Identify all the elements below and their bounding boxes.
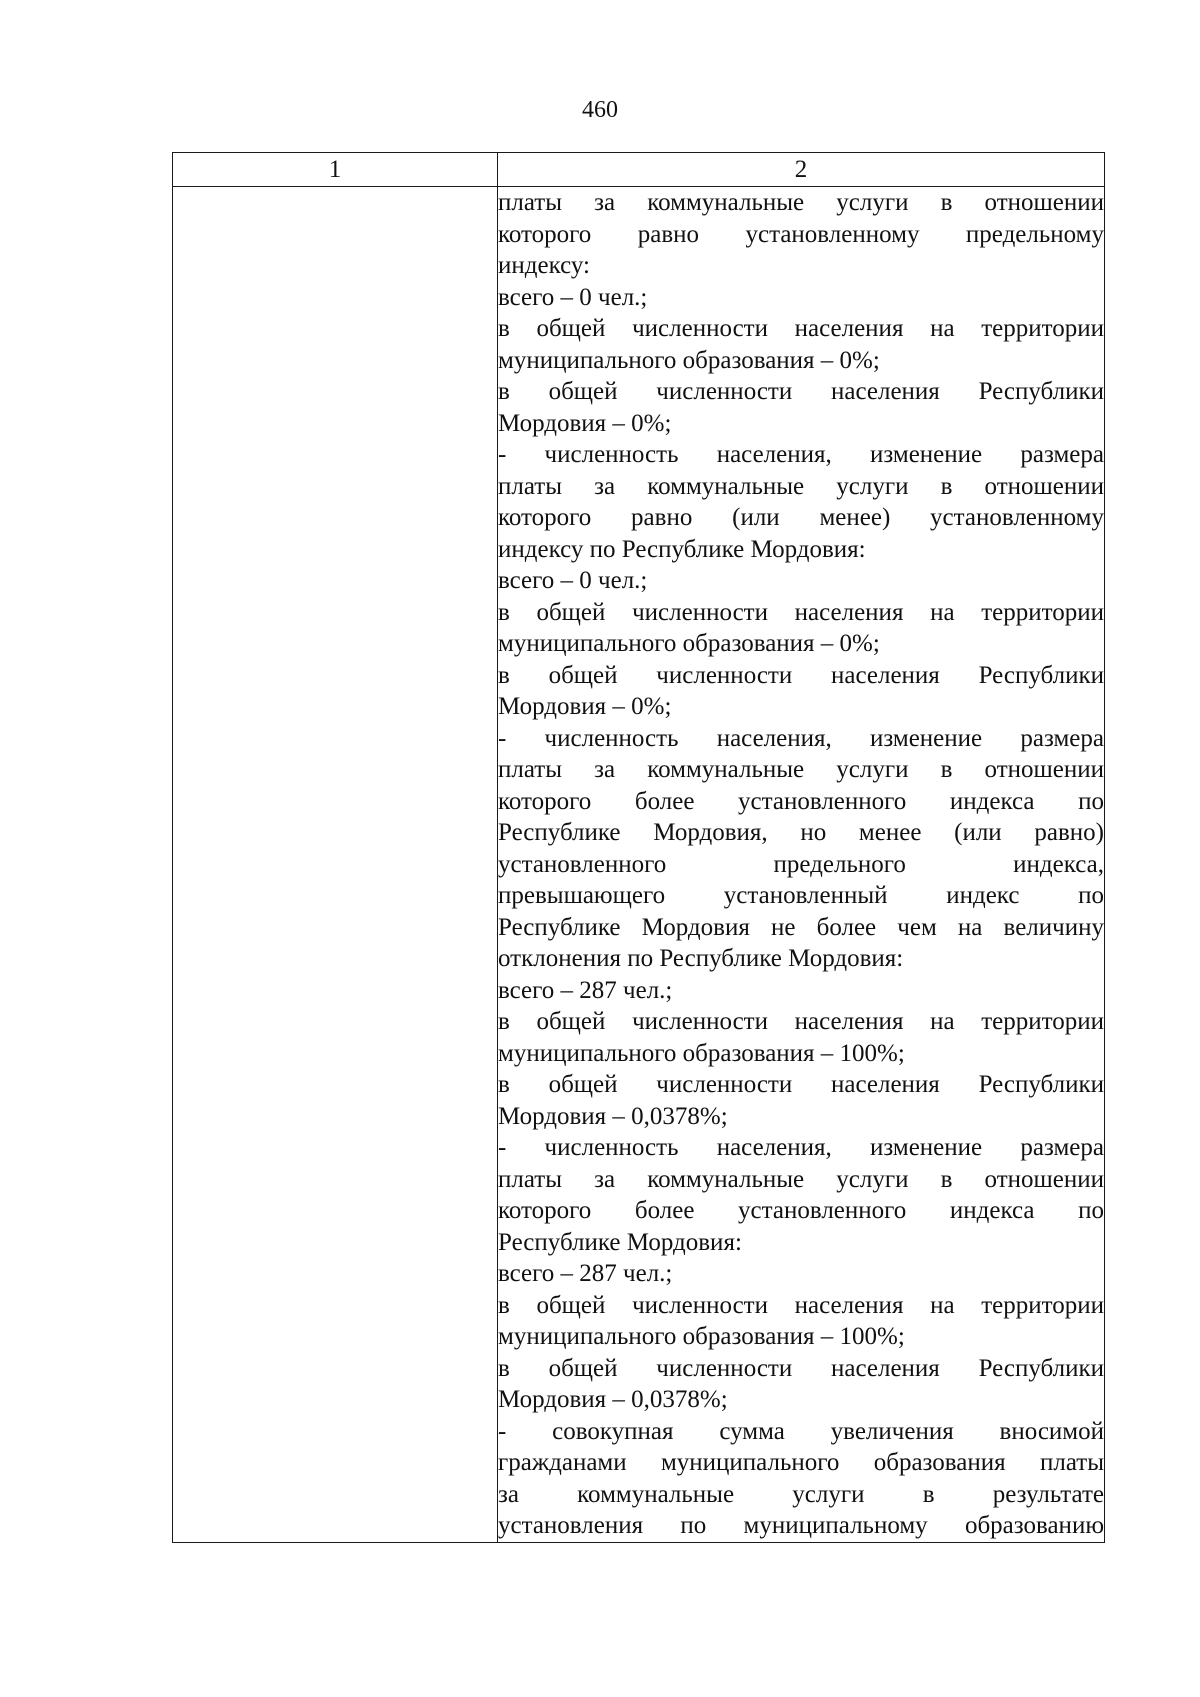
text-line: муниципального образования – 100%;	[498, 1323, 905, 1350]
text-line: Мордовия – 0%;	[498, 693, 672, 720]
text-line: индексу:	[498, 252, 590, 279]
column-2-header: 2	[498, 153, 1105, 187]
text-line: за коммунальные услуги в результате	[498, 1480, 1104, 1508]
text-line: Мордовия – 0,0378%;	[498, 1102, 728, 1130]
column-1-header: 1	[173, 153, 498, 187]
text-line: Республике Мордовия:	[498, 1228, 742, 1256]
text-line: в общей численности населения на территории	[498, 598, 1104, 626]
text-line: установления по муниципальному образованию	[498, 1512, 1104, 1539]
text-line: - численность населения, изменение размера	[498, 724, 1104, 752]
text-line: в общей численности населения Республики	[498, 1354, 1104, 1382]
table-header-row	[173, 153, 1105, 187]
text-line: муниципального образования – 0%;	[498, 346, 880, 374]
text-line: Республике Мордовия, но менее (или равно)	[498, 819, 1104, 846]
text-line: в общей численности населения на территории	[498, 1008, 1104, 1035]
text-line: Мордовия – 0%;	[498, 409, 672, 437]
table-row	[173, 187, 1105, 1543]
text-line: Республике Мордовия не более чем на величину	[498, 913, 1104, 941]
text-line: гражданами муниципального образования платы	[498, 1449, 1104, 1476]
column-2-cell	[498, 187, 1105, 1543]
text-line: платы за коммунальные услуги в отношении	[498, 1165, 1104, 1193]
text-line: которого равно установленному предельному	[498, 220, 1104, 248]
document-table	[172, 152, 1105, 1543]
text-line: - совокупная сумма увеличения вносимой	[498, 1417, 1104, 1445]
text-line: муниципального образования – 100%;	[498, 1039, 905, 1067]
text-line: муниципального образования – 0%;	[498, 630, 880, 657]
text-line: Мордовия – 0,0378%;	[498, 1386, 728, 1413]
text-line: в общей численности населения на территории	[498, 315, 1104, 342]
text-line: платы за коммунальные услуги в отношении	[498, 756, 1104, 783]
text-line: - численность населения, изменение размера	[498, 1134, 1104, 1161]
text-line: которого более установленного индекса по	[498, 787, 1104, 815]
text-line: всего – 287 чел.;	[498, 1260, 673, 1287]
text-line: платы за коммунальные услуги в отношении	[498, 189, 1104, 216]
text-line: отклонения по Республике Мордовия:	[498, 945, 904, 972]
text-line: которого равно (или менее) установленному	[498, 504, 1104, 531]
text-line: в общей численности населения Республики	[498, 661, 1104, 689]
text-line: платы за коммунальные услуги в отношении	[498, 472, 1104, 500]
column-1-cell	[173, 187, 498, 1543]
text-line: установленного предельного индекса,	[498, 850, 1104, 878]
text-line: - численность населения, изменение размера	[498, 441, 1104, 468]
text-line: всего – 287 чел.;	[498, 976, 673, 1004]
text-line: в общей численности населения Республики	[498, 378, 1104, 405]
text-line: всего – 0 чел.;	[498, 567, 648, 594]
text-line: всего – 0 чел.;	[498, 283, 648, 311]
text-line: превышающего установленный индекс по	[498, 882, 1104, 909]
page-number: 460	[582, 97, 618, 123]
text-line: которого более установленного индекса по	[498, 1197, 1104, 1224]
text-line: в общей численности населения на территории	[498, 1291, 1104, 1319]
text-line: в общей численности населения Республики	[498, 1071, 1104, 1098]
text-line: индексу по Республике Мордовия:	[498, 535, 866, 563]
